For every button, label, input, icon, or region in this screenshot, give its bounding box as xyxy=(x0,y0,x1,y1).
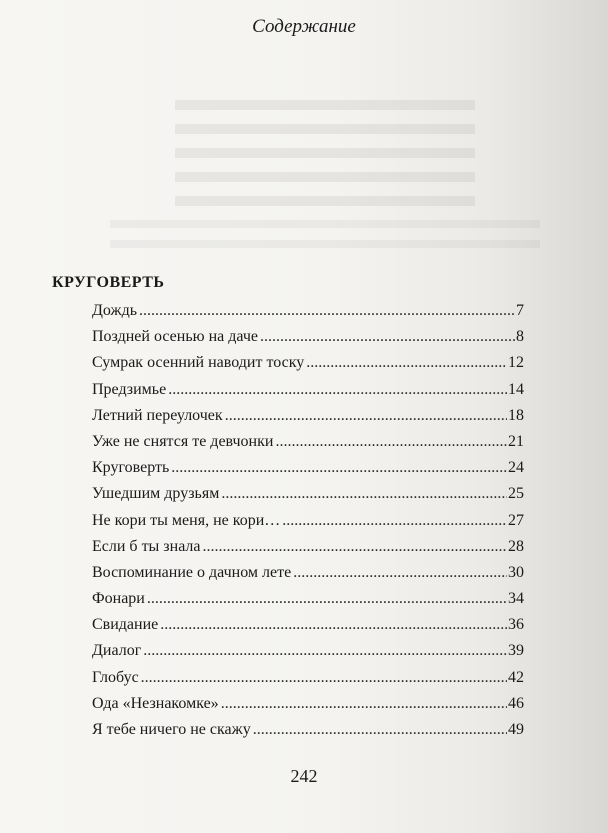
toc-entry-page: 18 xyxy=(508,406,524,424)
toc-entry-page: 34 xyxy=(508,590,524,608)
page-number: 242 xyxy=(290,766,318,786)
toc-entry-title: Ушедшим друзьям xyxy=(92,485,220,503)
toc-entry-title: Свидание xyxy=(92,616,159,634)
dot-leader xyxy=(253,717,507,743)
toc-entry[interactable] xyxy=(92,534,524,560)
toc-entry[interactable] xyxy=(92,324,524,350)
toc-entry[interactable] xyxy=(92,560,524,586)
toc-entry-title: Фонари xyxy=(92,590,145,608)
toc-entry-title: Глобус xyxy=(92,668,139,686)
section-heading: КРУГОВЕРТЬ xyxy=(52,274,165,291)
dot-leader xyxy=(282,508,507,534)
toc-entry-title: Предзимье xyxy=(92,380,167,398)
toc-entry-page: 36 xyxy=(508,616,524,634)
toc-entry-title: Круговерть xyxy=(92,459,170,477)
page-title: Содержание xyxy=(252,16,356,37)
toc-entry[interactable] xyxy=(92,481,524,507)
toc-entry-title: Поздней осенью на даче xyxy=(92,328,258,346)
toc-entry[interactable] xyxy=(92,665,524,691)
toc-entry[interactable] xyxy=(92,508,524,534)
toc-entry-page: 24 xyxy=(508,459,524,477)
toc-entry-page: 39 xyxy=(508,642,524,660)
dot-leader xyxy=(143,638,507,664)
dot-leader xyxy=(293,560,507,586)
toc-entry-title: Уже не снятся те девчонки xyxy=(92,432,274,450)
toc-entry[interactable] xyxy=(92,429,524,455)
toc-entry-page: 14 xyxy=(508,380,524,398)
toc-entry[interactable] xyxy=(92,638,524,664)
dot-leader xyxy=(168,377,507,403)
toc-entry-page: 46 xyxy=(508,694,524,712)
table-of-contents xyxy=(92,298,524,743)
toc-entry-page: 12 xyxy=(508,354,524,372)
toc-entry-page: 28 xyxy=(508,537,524,555)
toc-entry-title: Летний переулочек xyxy=(92,406,223,424)
toc-entry-title: Воспоминание о дачном лете xyxy=(92,563,292,581)
toc-entry[interactable] xyxy=(92,691,524,717)
dot-leader xyxy=(225,403,507,429)
dot-leader xyxy=(221,481,507,507)
toc-entry[interactable] xyxy=(92,350,524,376)
toc-entry-title: Я тебе ничего не скажу xyxy=(92,721,251,738)
dot-leader xyxy=(147,586,507,612)
toc-entry[interactable] xyxy=(92,403,524,429)
toc-entry-page: 25 xyxy=(508,485,524,503)
dot-leader xyxy=(221,691,507,717)
dot-leader xyxy=(260,324,515,350)
toc-entry-page: 30 xyxy=(508,563,524,581)
toc-entry[interactable] xyxy=(92,298,524,324)
toc-entry-title: Если б ты знала xyxy=(92,537,201,555)
toc-entry-page: 7 xyxy=(516,302,524,319)
toc-entry-title: Ода «Незнакомке» xyxy=(92,694,219,712)
toc-entry[interactable] xyxy=(92,455,524,481)
dot-leader xyxy=(139,298,515,324)
bleed-through-decoration xyxy=(175,100,475,210)
toc-entry[interactable] xyxy=(92,717,524,743)
toc-entry-page: 27 xyxy=(508,511,524,529)
toc-entry-page: 49 xyxy=(508,721,524,738)
toc-entry-title: Дождь xyxy=(92,302,138,319)
toc-entry-page: 21 xyxy=(508,432,524,450)
dot-leader xyxy=(141,665,507,691)
toc-entry[interactable] xyxy=(92,612,524,638)
dot-leader xyxy=(203,534,507,560)
toc-entry-page: 42 xyxy=(508,668,524,686)
toc-entry[interactable] xyxy=(92,377,524,403)
toc-entry-page: 8 xyxy=(516,328,524,346)
bleed-through-decoration xyxy=(110,220,540,260)
toc-entry-title: Диалог xyxy=(92,642,142,660)
dot-leader xyxy=(306,350,507,376)
toc-entry-title: Не кори ты меня, не кори… xyxy=(92,511,281,529)
dot-leader xyxy=(275,429,507,455)
dot-leader xyxy=(160,612,507,638)
dot-leader xyxy=(171,455,507,481)
toc-entry[interactable] xyxy=(92,586,524,612)
toc-entry-title: Сумрак осенний наводит тоску xyxy=(92,354,305,372)
